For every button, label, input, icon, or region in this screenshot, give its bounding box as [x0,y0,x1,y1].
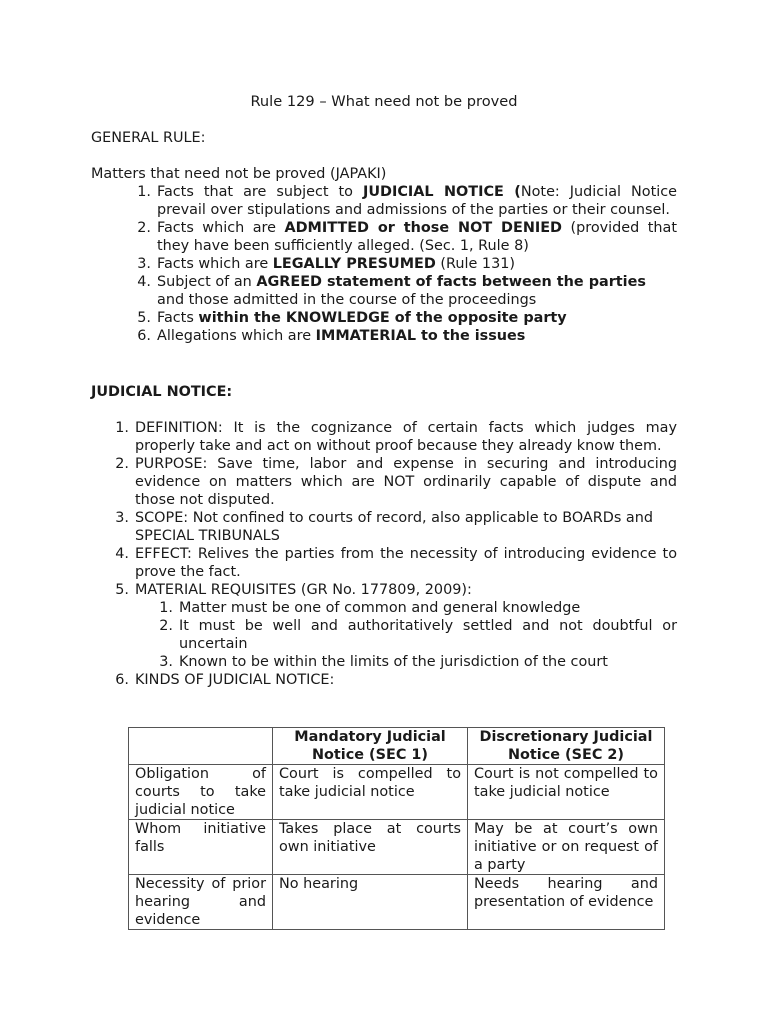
judicial-notice-list [115,419,677,689]
list-item: 1. DEFINITION: It is the cognizance of certain facts which judges may properly take and act on without proof because they already know them. [115,420,677,454]
table-cell: Necessity of prior hearing and evidence [129,875,273,930]
table-cell: Obligation of courts to take judicial notice [129,765,273,820]
table-cell: Whom initiative falls [129,820,273,875]
table-cell: No hearing [273,875,468,930]
requisites-list [159,599,677,671]
matters-list [137,183,677,345]
table-cell: May be at court’s own initiative or on request of a party [468,820,665,875]
page-title: Rule 129 – What need not be proved [250,93,518,110]
list-item: 4. Subject of an AGREED statement of facts between the parties and those admitted in the course of the proceedings [137,274,646,308]
list-item: 3. SCOPE: Not confined to courts of record, also applicable to BOARDs and SPECIAL TRIBUNALS [115,510,653,544]
matters-intro: Matters that need not be proved (JAPAKI) [91,166,387,182]
list-item: 6. KINDS OF JUDICIAL NOTICE: [115,672,335,688]
judicial-notice-heading: JUDICIAL NOTICE: [91,384,233,400]
table-cell: Takes place at courts own initiative [273,820,468,875]
list-item: 2. PURPOSE: Save time, labor and expense in securing and introducing evidence on matters which are NOT ordinarily capable of dispute and those not disputed. [115,456,677,508]
table-header-cell: Discretionary Judicial Notice (SEC 2) [468,728,665,765]
table-cell: Court is not compelled to take judicial notice [468,765,665,820]
list-item: 2. Facts which are ADMITTED or those NOT DENIED (provided that they have been sufficiently alleged. (Sec. 1, Rule 8) [137,220,677,254]
table-row [129,765,665,820]
list-item: 1. Facts that are subject to JUDICIAL NOTICE (Note: Judicial Notice prevail over stipulations and admissions of the parties or their counsel. [137,184,677,218]
list-item: 3. Facts which are LEGALLY PRESUMED (Rule 131) [137,256,516,272]
table-header-row [129,728,665,765]
table-header-cell: Mandatory Judicial Notice (SEC 1) [273,728,468,765]
list-item: 5. MATERIAL REQUISITES (GR No. 177809, 2009): 1. Matter must be one of common and general knowledge 2. It must be well and authoritatively settled and not doubtful or uncertain 3. Known to be within the limits of the jurisdiction of the court [115,582,677,670]
table-row [129,875,665,930]
list-item: 1. Matter must be one of common and general knowledge [159,600,581,616]
table-cell: Court is compelled to take judicial notice [273,765,468,820]
table-row [129,820,665,875]
general-rule-heading: GENERAL RULE: [91,130,206,146]
list-item: 4. EFFECT: Relives the parties from the necessity of introducing evidence to prove the fact. [115,546,677,580]
list-item: 2. It must be well and authoritatively settled and not doubtful or uncertain [159,618,677,652]
list-item: 5. Facts within the KNOWLEDGE of the opposite party [137,310,567,326]
list-item: 6. Allegations which are IMMATERIAL to the issues [137,328,526,344]
table-cell: Needs hearing and presentation of evidence [468,875,665,930]
judicial-notice-table [128,727,665,930]
list-item: 3. Known to be within the limits of the jurisdiction of the court [159,654,608,670]
table-header-cell [129,728,273,765]
